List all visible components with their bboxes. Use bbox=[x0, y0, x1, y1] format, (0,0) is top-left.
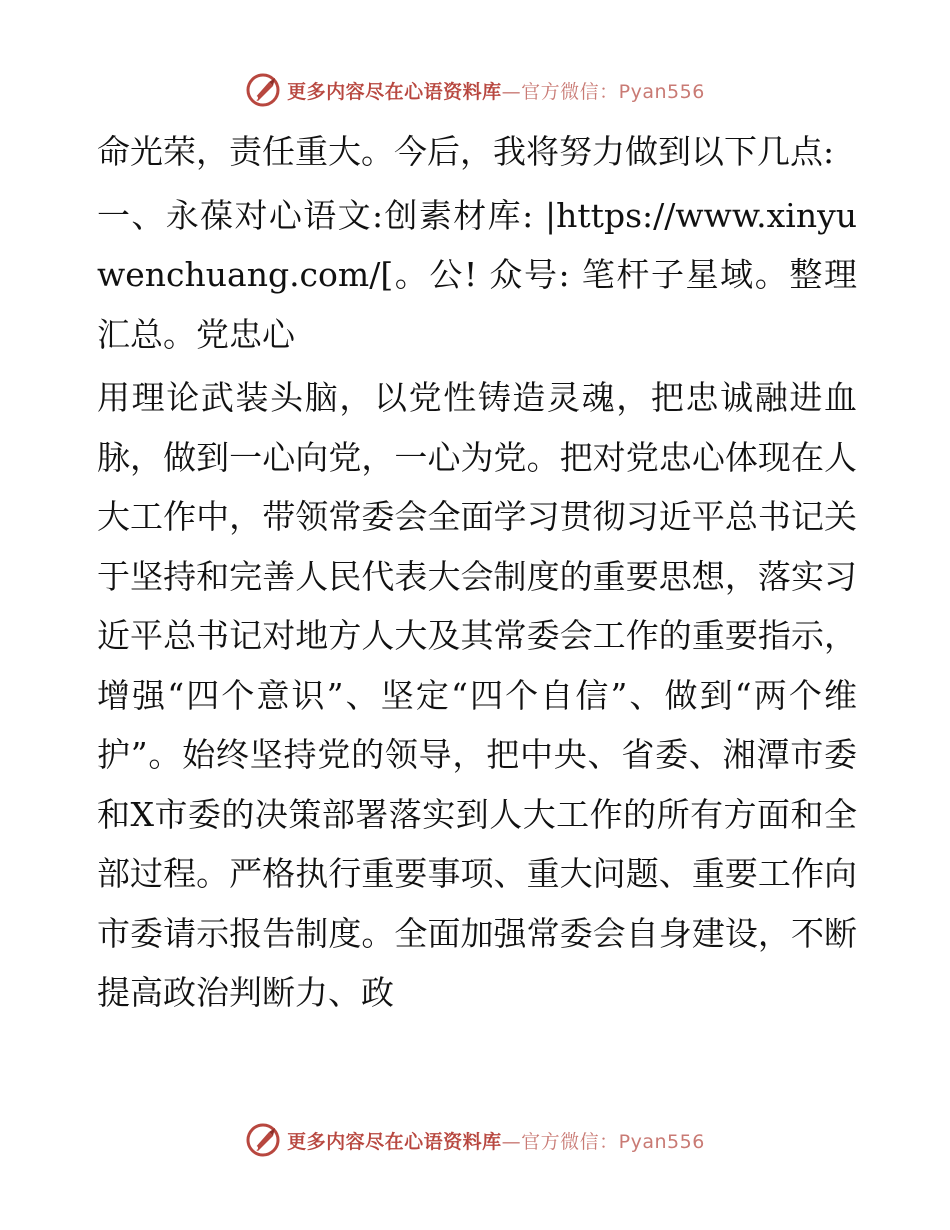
banner-lead-text: 更多内容尽在心语资料库 bbox=[287, 80, 502, 103]
banner-text bbox=[287, 77, 705, 104]
banner-tail-text: —官方微信：Pyan556 bbox=[501, 1130, 705, 1153]
paragraph-body: 用理论武装头脑，以党性铸造灵魂，把忠诚融进血脉，做到一心向党，一心为党。把对党忠心体现在人大工作中，带领常委会全面学习贯彻习近平总书记关于坚持和完善人民代表大会制度的重要思想，落实习近平总书记对地方人大及其常委会工作的重要指示，增强“四个意识”、坚定“四个自信”、做到“两个维护”。始终坚持党的领导，把中央、省委、湘潭市委和X市委的决策部署落实到人大工作的所有方面和全部过程。严格执行重要事项、重大问题、重要工作向市委请示报告制度。全面加强常委会自身建设，不断提高政治判断力、政 bbox=[97, 378, 857, 1012]
banner-text bbox=[287, 1127, 705, 1154]
banner-lead-text: 更多内容尽在心语资料库 bbox=[287, 1130, 502, 1153]
document-body bbox=[97, 122, 857, 1023]
paragraph-heading-one: 一、永葆对心语文:创素材库: |https://www.xinyuwenchuang.com/[。公! 众号: 笔杆子星域。整理汇总。党忠心 bbox=[97, 195, 857, 354]
quill-pen-logo-icon bbox=[245, 1122, 281, 1158]
banner-tail-text: —官方微信：Pyan556 bbox=[501, 80, 705, 103]
header-watermark-banner bbox=[0, 70, 950, 110]
paragraph-intro: 命光荣，责任重大。今后，我将努力做到以下几点: bbox=[97, 132, 835, 171]
quill-pen-logo-icon bbox=[245, 72, 281, 108]
footer-watermark-banner bbox=[0, 1120, 950, 1160]
